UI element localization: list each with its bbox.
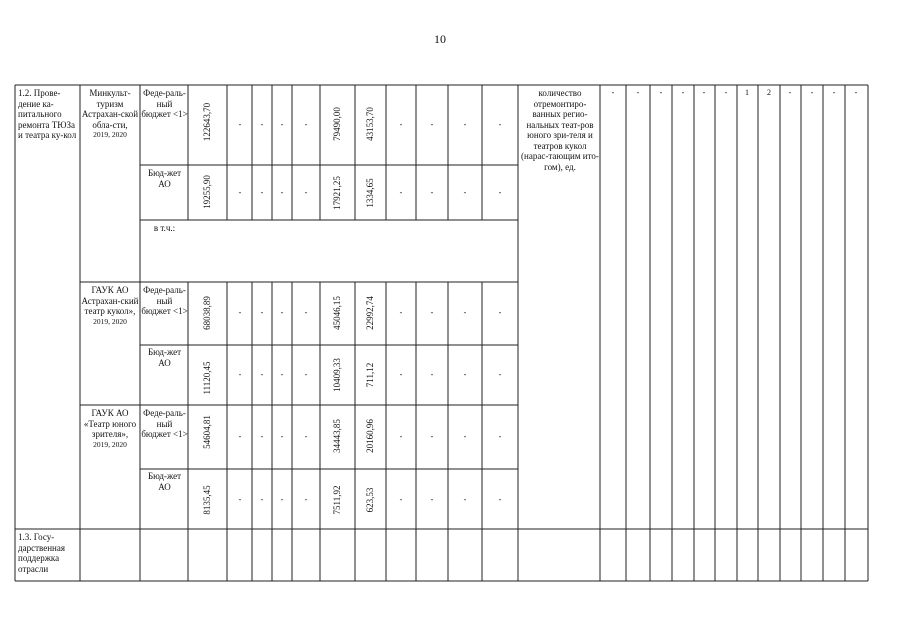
source-including: в т.ч.: bbox=[153, 223, 176, 233]
empty-cell-dash: - bbox=[238, 370, 242, 379]
amount-total: 8135,45 bbox=[202, 485, 212, 515]
empty-cell-dash: - bbox=[463, 432, 467, 441]
empty-cell-dash: - bbox=[238, 432, 242, 441]
empty-cell-dash: - bbox=[304, 432, 308, 441]
amount-year-1: 10409,33 bbox=[332, 358, 342, 392]
amount-year-1: 17921,25 bbox=[332, 176, 342, 210]
amount-year-2: 711,12 bbox=[365, 362, 375, 388]
empty-cell-dash: - bbox=[260, 495, 264, 504]
source-federal: Феде-раль-ный бюджет <1> bbox=[141, 285, 188, 316]
empty-cell-dash: - bbox=[238, 120, 242, 129]
empty-cell-dash: - bbox=[498, 120, 502, 129]
empty-cell-dash: - bbox=[280, 432, 284, 441]
page-number: 10 bbox=[434, 32, 446, 46]
amount-total: 54604,81 bbox=[202, 415, 212, 449]
empty-cell-dash: - bbox=[399, 495, 403, 504]
empty-cell-dash: - bbox=[399, 308, 403, 317]
empty-cell-dash: - bbox=[304, 120, 308, 129]
amount-year-2: 43153,70 bbox=[365, 107, 375, 141]
indicator-target-value: - bbox=[636, 88, 640, 97]
org-years: 2019, 2020 bbox=[93, 316, 127, 326]
empty-cell-dash: - bbox=[260, 370, 264, 379]
empty-cell-dash: - bbox=[238, 188, 242, 197]
indicator-target-value: 2 bbox=[767, 88, 771, 97]
source-regional: Бюд-жет АО bbox=[147, 471, 182, 492]
empty-cell-dash: - bbox=[498, 308, 502, 317]
amount-year-2: 20160,96 bbox=[365, 419, 375, 453]
empty-cell-dash: - bbox=[463, 120, 467, 129]
task-1-3-label: 1.3. Госу-дарственная поддержка отрасли bbox=[18, 532, 65, 574]
empty-cell-dash: - bbox=[430, 120, 434, 129]
amount-year-1: 45046,15 bbox=[332, 296, 342, 330]
indicator-target-value: - bbox=[702, 88, 706, 97]
amount-year-2: 1334,65 bbox=[365, 178, 375, 208]
indicator-target-value: - bbox=[611, 88, 615, 97]
amount-year-2: 623,53 bbox=[365, 487, 375, 513]
empty-cell-dash: - bbox=[304, 370, 308, 379]
empty-cell-dash: - bbox=[280, 308, 284, 317]
org-block-youth-theatre bbox=[80, 408, 140, 450]
amount-year-1: 79490,00 bbox=[332, 107, 342, 141]
empty-cell-dash: - bbox=[260, 308, 264, 317]
org-name: Минкульт-туризм Астрахан-ской обла-сти, bbox=[81, 88, 139, 130]
empty-cell-dash: - bbox=[430, 308, 434, 317]
indicator-target-value: - bbox=[659, 88, 663, 97]
empty-cell-dash: - bbox=[399, 188, 403, 197]
empty-cell-dash: - bbox=[498, 432, 502, 441]
source-federal: Феде-раль-ный бюджет <1> bbox=[141, 408, 188, 439]
indicator-text: количество отремонтиро-ванных регио-нальных теат-ров юного зри-теля и театров кукол (нарас-тающим ито-гом), ед. bbox=[521, 88, 599, 172]
indicator-target-value: - bbox=[854, 88, 858, 97]
empty-cell-dash: - bbox=[304, 495, 308, 504]
empty-cell-dash: - bbox=[260, 432, 264, 441]
indicator-target-value: - bbox=[724, 88, 728, 97]
source-federal: Феде-раль-ный бюджет <1> bbox=[141, 88, 188, 119]
empty-cell-dash: - bbox=[280, 370, 284, 379]
empty-cell-dash: - bbox=[463, 308, 467, 317]
empty-cell-dash: - bbox=[304, 308, 308, 317]
source-regional: Бюд-жет АО bbox=[147, 168, 182, 189]
empty-cell-dash: - bbox=[430, 188, 434, 197]
amount-year-2: 22992,74 bbox=[365, 296, 375, 330]
org-name: ГАУК АО Астрахан-ский театр кукол», bbox=[81, 285, 139, 316]
empty-cell-dash: - bbox=[280, 188, 284, 197]
indicator-target-value: - bbox=[832, 88, 836, 97]
amount-total: 68038,89 bbox=[202, 296, 212, 330]
amount-year-1: 7511,92 bbox=[332, 485, 342, 515]
empty-cell-dash: - bbox=[399, 120, 403, 129]
indicator-target-value: - bbox=[810, 88, 814, 97]
empty-cell-dash: - bbox=[260, 120, 264, 129]
empty-cell-dash: - bbox=[430, 495, 434, 504]
empty-cell-dash: - bbox=[463, 495, 467, 504]
amount-total: 19255,90 bbox=[202, 175, 212, 209]
empty-cell-dash: - bbox=[280, 495, 284, 504]
indicator-target-value: - bbox=[681, 88, 685, 97]
empty-cell-dash: - bbox=[498, 370, 502, 379]
empty-cell-dash: - bbox=[498, 495, 502, 504]
empty-cell-dash: - bbox=[238, 495, 242, 504]
amount-year-1: 34443,85 bbox=[332, 419, 342, 453]
org-block-puppet-theatre bbox=[80, 285, 140, 327]
org-block-ministry bbox=[80, 88, 140, 141]
empty-cell-dash: - bbox=[430, 432, 434, 441]
org-years: 2019, 2020 bbox=[93, 130, 127, 139]
empty-cell-dash: - bbox=[463, 188, 467, 197]
empty-cell-dash: - bbox=[238, 308, 242, 317]
indicator-target-value: 1 bbox=[745, 88, 749, 97]
amount-total: 11120,45 bbox=[202, 361, 212, 395]
org-years: 2019, 2020 bbox=[93, 439, 127, 449]
empty-cell-dash: - bbox=[280, 120, 284, 129]
empty-cell-dash: - bbox=[430, 370, 434, 379]
empty-cell-dash: - bbox=[399, 370, 403, 379]
empty-cell-dash: - bbox=[304, 188, 308, 197]
empty-cell-dash: - bbox=[260, 188, 264, 197]
indicator-target-value: - bbox=[788, 88, 792, 97]
org-name: ГАУК АО «Театр юного зрителя», bbox=[83, 408, 137, 439]
empty-cell-dash: - bbox=[463, 370, 467, 379]
empty-cell-dash: - bbox=[399, 432, 403, 441]
amount-total: 122643,70 bbox=[202, 102, 212, 142]
source-regional: Бюд-жет АО bbox=[147, 347, 182, 368]
empty-cell-dash: - bbox=[498, 188, 502, 197]
task-1-2-label: 1.2. Прове-дение ка-питального ремонта ТЮЗа и театра ку-кол bbox=[18, 88, 77, 140]
